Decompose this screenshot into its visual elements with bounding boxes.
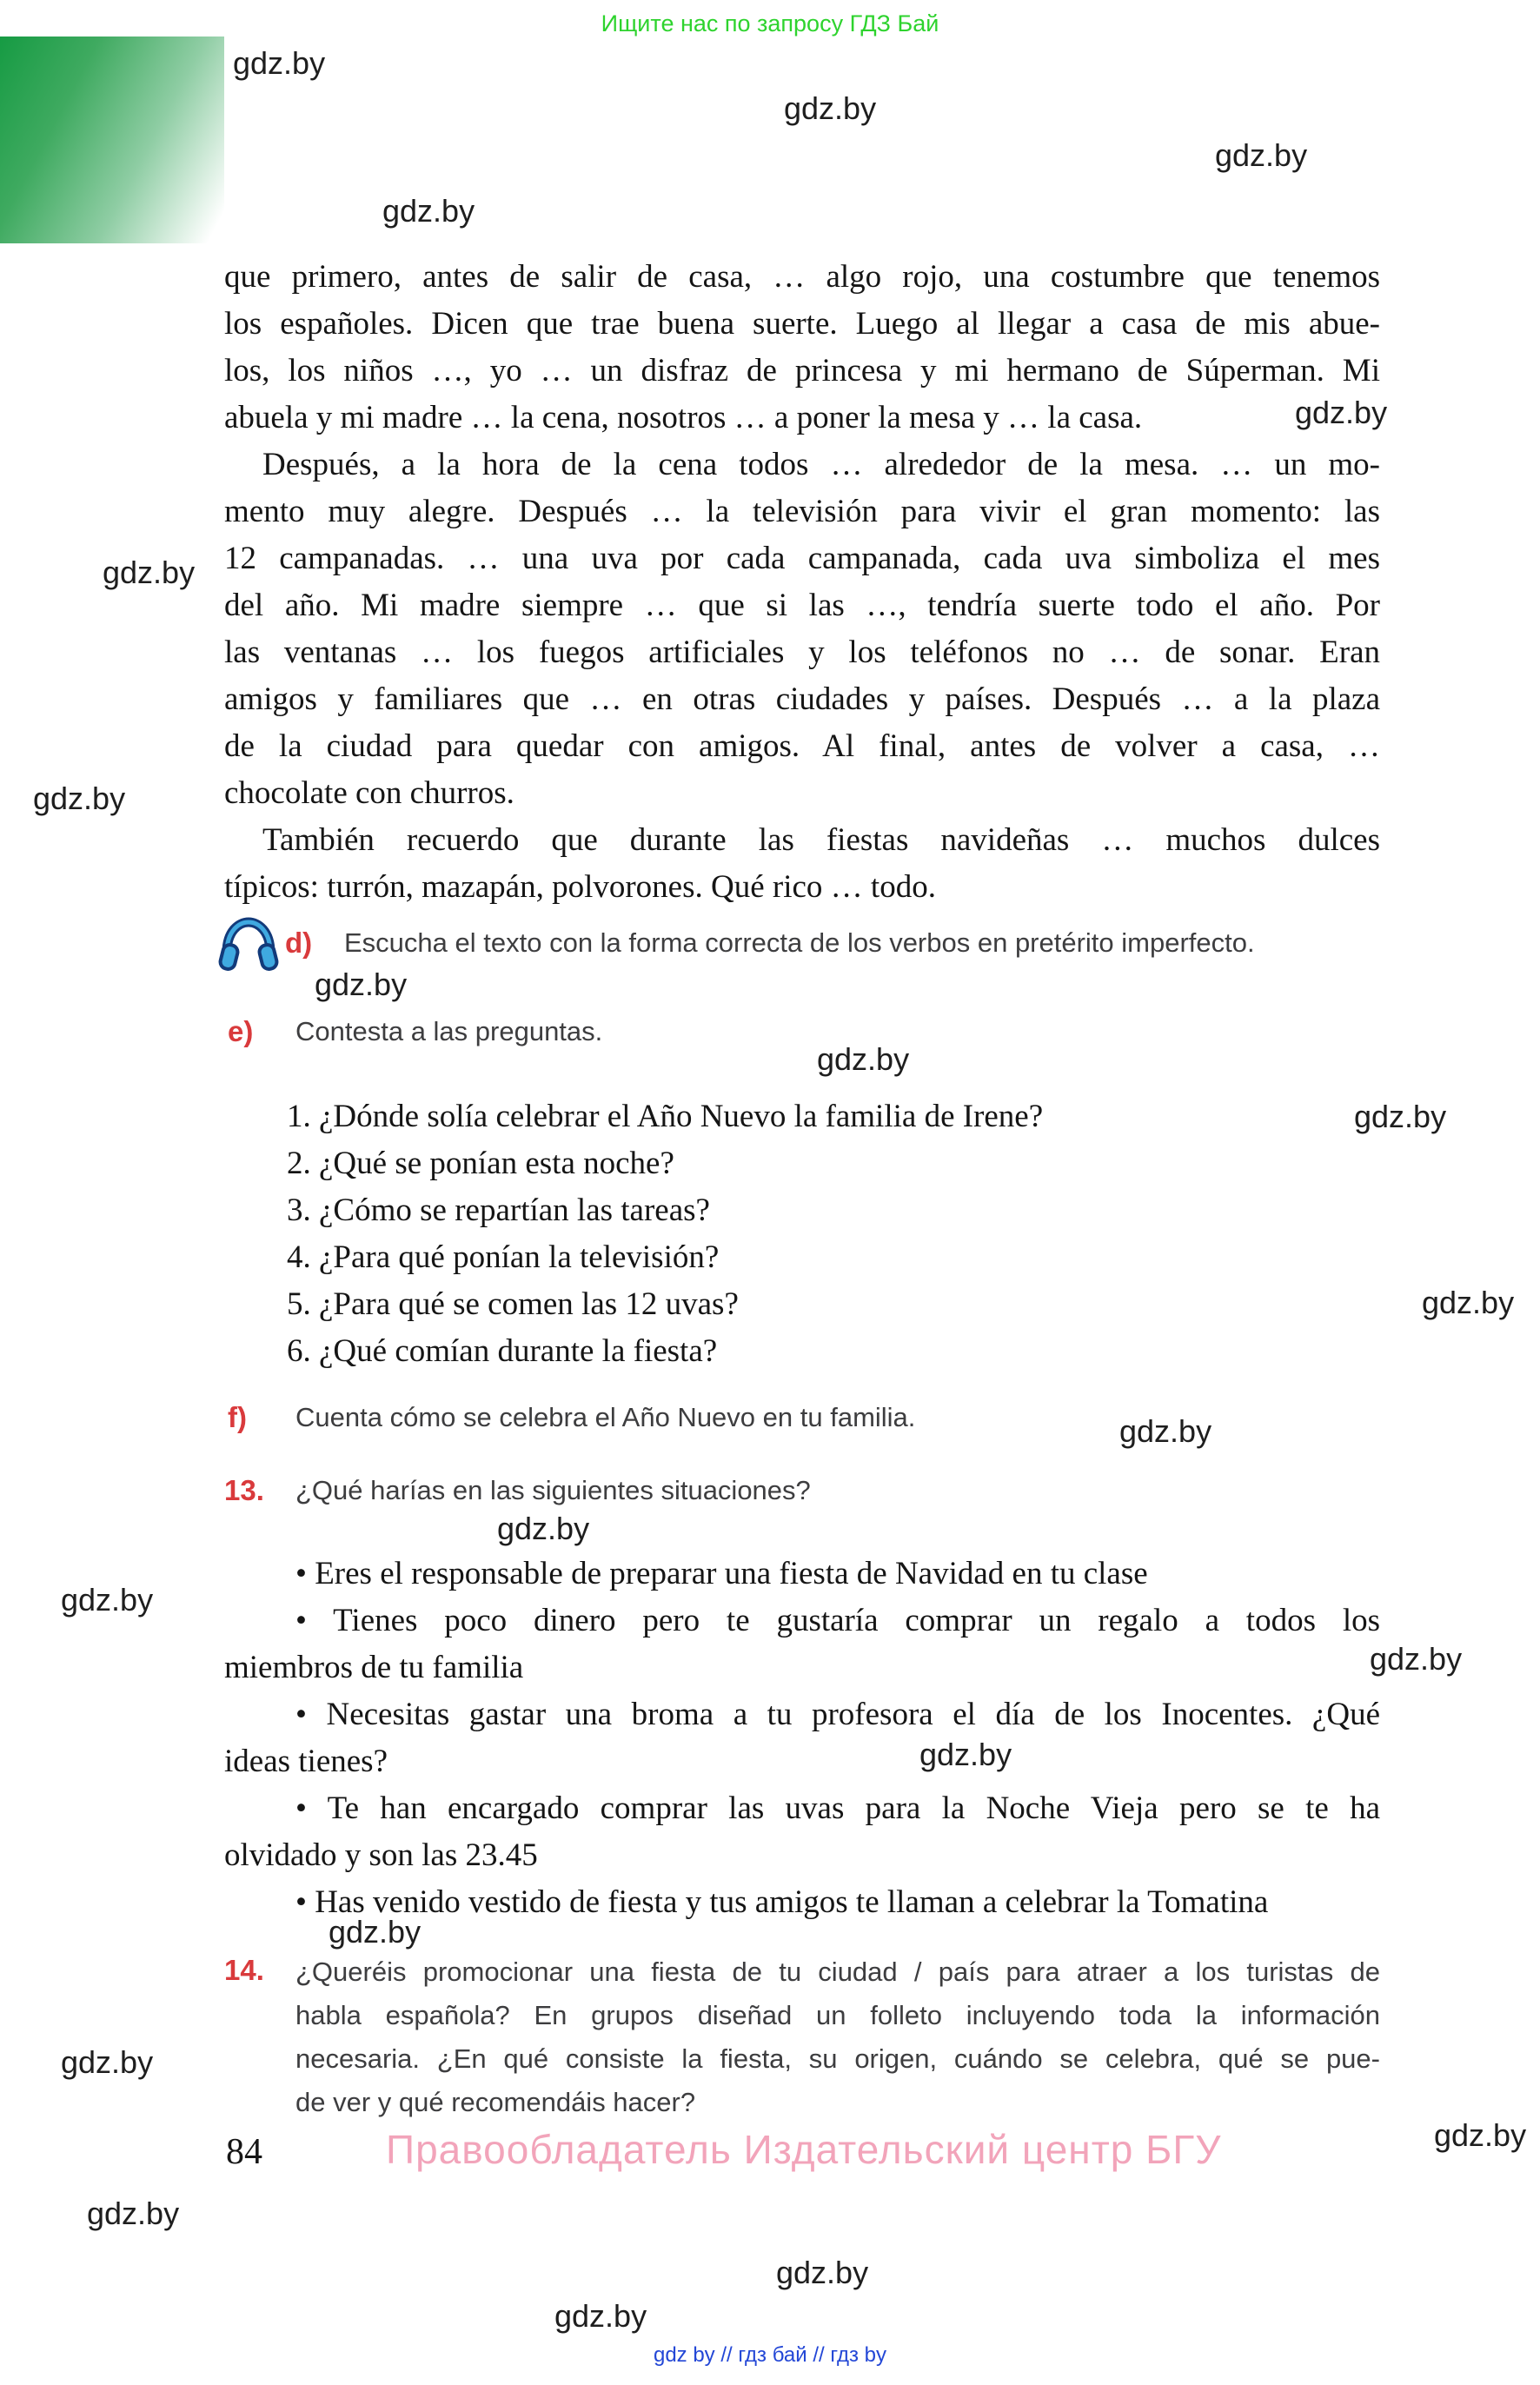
task-d-label: d) xyxy=(285,927,313,959)
reading-line: También recuerdo que durante las fiestas navideñas … muchos dulces xyxy=(262,822,1380,858)
watermark: gdz.by xyxy=(1354,1099,1447,1134)
task-13-label: 13. xyxy=(224,1474,264,1506)
bullet-line: miembros de tu familia xyxy=(224,1650,524,1685)
task-14-line: habla española? En grupos diseñad un folleto incluyendo toda la información xyxy=(295,2000,1380,2030)
task-14-line: ¿Queréis promocionar una fiesta de tu ciudad / país para atraer a los turistas de xyxy=(295,1956,1380,1987)
reading-line: amigos y familiares que … en otras ciudades y países. Después … a la plaza xyxy=(224,681,1380,717)
watermark: gdz.by xyxy=(315,967,408,1002)
reading-line: 12 campanadas. … una uva por cada campanada, cada uva simboliza el mes xyxy=(224,541,1380,576)
reading-line: mento muy alegre. Después … la televisión para vivir el gran momento: las xyxy=(224,494,1380,529)
watermark: gdz.by xyxy=(382,193,475,229)
task-e-label: e) xyxy=(228,1015,254,1047)
watermark: gdz.by xyxy=(919,1737,1012,1772)
question-item: 2. ¿Qué se ponían esta noche? xyxy=(287,1146,674,1181)
page-number: 84 xyxy=(226,2132,262,2172)
reading-line: los, los niños …, yo … un disfraz de princesa y mi hermano de Súperman. Mi xyxy=(224,353,1380,389)
watermark: gdz.by xyxy=(1119,1413,1212,1449)
promo-banner: Ищите нас по запросу ГДЗ Бай xyxy=(601,10,939,37)
reading-line: abuela y mi madre … la cena, nosotros … a poner la mesa y … la casa. xyxy=(224,400,1143,435)
task-13-title: ¿Qué harías en las siguientes situaciones? xyxy=(295,1475,811,1505)
reading-line: las ventanas … los fuegos artificiales y los teléfonos no … de sonar. Eran xyxy=(224,634,1380,670)
task-14-line: de ver y qué recomendáis hacer? xyxy=(295,2087,696,2117)
reading-line: Después, a la hora de la cena todos … alrededor de la mesa. … un mo- xyxy=(262,447,1380,482)
question-item: 1. ¿Dónde solía celebrar el Año Nuevo la familia de Irene? xyxy=(287,1099,1044,1134)
watermark: gdz.by xyxy=(1434,2117,1527,2153)
watermark: gdz.by xyxy=(87,2196,180,2231)
reading-line: chocolate con churros. xyxy=(224,775,514,811)
watermark: gdz.by xyxy=(784,90,877,126)
question-item: 4. ¿Para qué ponían la televisión? xyxy=(287,1239,720,1275)
bullet-line: • Te han encargado comprar las uvas para la Noche Vieja pero se te ha xyxy=(295,1790,1380,1826)
bullet-line: • Tienes poco dinero pero te gustaría comprar un regalo a todos los xyxy=(295,1603,1380,1638)
question-item: 3. ¿Cómo se repartían las tareas? xyxy=(287,1192,710,1228)
task-14-label: 14. xyxy=(224,1954,264,1986)
watermark: gdz.by xyxy=(61,2044,154,2080)
bullet-line: • Necesitas gastar una broma a tu profesora el día de los Inocentes. ¿Qué xyxy=(295,1697,1380,1732)
headphones-icon xyxy=(217,916,280,973)
watermark: gdz.by xyxy=(1422,1285,1515,1320)
watermark: gdz.by xyxy=(61,1582,154,1618)
green-gradient-box xyxy=(0,37,224,243)
question-item: 6. ¿Qué comían durante la fiesta? xyxy=(287,1333,718,1369)
watermark: gdz.by xyxy=(1215,137,1308,173)
task-14-line: necesaria. ¿En qué consiste la fiesta, su origen, cuándo se celebra, qué se pue- xyxy=(295,2043,1380,2074)
reading-line: del año. Mi madre siempre … que si las …, tendría suerte todo el año. Por xyxy=(224,588,1380,623)
watermark: gdz.by xyxy=(233,45,326,81)
watermark: gdz.by xyxy=(1370,1641,1463,1677)
task-e-text: Contesta a las preguntas. xyxy=(295,1016,603,1046)
copyright-line: Правообладатель Издательский центр БГУ xyxy=(386,2127,1222,2172)
bullet-line: olvidado y son las 23.45 xyxy=(224,1837,538,1873)
reading-line: que primero, antes de salir de casa, … algo rojo, una costumbre que tenemos xyxy=(224,259,1380,295)
footer-links[interactable]: gdz by // гдз бай // гдз by xyxy=(653,2343,887,2367)
watermark: gdz.by xyxy=(776,2255,869,2290)
watermark: gdz.by xyxy=(103,555,196,590)
task-d-text: Escucha el texto con la forma correcta de los verbos en pretérito imperfecto. xyxy=(344,927,1255,958)
watermark: gdz.by xyxy=(1295,395,1388,430)
watermark: gdz.by xyxy=(554,2298,647,2334)
watermark: gdz.by xyxy=(497,1511,590,1546)
task-f-label: f) xyxy=(228,1401,247,1433)
watermark: gdz.by xyxy=(329,1914,422,1950)
watermark: gdz.by xyxy=(817,1041,910,1077)
question-item: 5. ¿Para qué se comen las 12 uvas? xyxy=(287,1286,739,1322)
reading-line: de la ciudad para quedar con amigos. Al final, antes de volver a casa, … xyxy=(224,728,1380,764)
bullet-line: • Eres el responsable de preparar una fiesta de Navidad en tu clase xyxy=(295,1556,1148,1591)
watermark: gdz.by xyxy=(33,781,126,816)
bullet-line: • Has venido vestido de fiesta y tus amigos te llaman a celebrar la Tomatina xyxy=(295,1884,1269,1920)
reading-line: los españoles. Dicen que trae buena suerte. Luego al llegar a casa de mis abue- xyxy=(224,306,1380,342)
bullet-line: ideas tienes? xyxy=(224,1744,388,1779)
reading-line: típicos: turrón, mazapán, polvorones. Qué rico … todo. xyxy=(224,869,936,905)
task-f-text: Cuenta cómo se celebra el Año Nuevo en tu familia. xyxy=(295,1402,916,1432)
